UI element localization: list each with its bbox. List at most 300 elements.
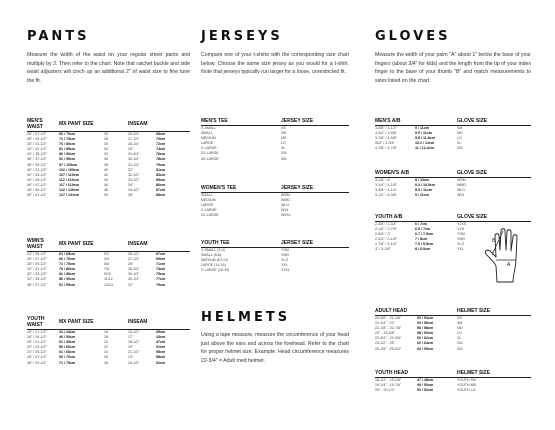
table-cell: 28" / 29-1/2" [27, 360, 47, 365]
table-cell: 34" [128, 182, 134, 187]
table-cell: 15-1/2" [128, 330, 140, 334]
table-cell: 18 [104, 335, 108, 340]
table-cell: 22 [104, 345, 108, 350]
table-cell: MEDIUM (10-12) [201, 258, 229, 263]
table-cell: 71cm [156, 262, 166, 267]
table-row [27, 361, 190, 366]
table-cell: 73cm [156, 267, 166, 272]
table-cell: 26" / 27-1/2" [27, 257, 47, 262]
table-cell: 81 / 85cm [59, 147, 76, 152]
table-cell: 30" / 31-1/2" [27, 142, 47, 147]
table-row [375, 388, 531, 393]
table-cell: YSM [281, 248, 289, 252]
table-cell: 36" / 37-1/2" [27, 282, 47, 287]
table-cell: WLG [281, 203, 290, 208]
table-cell: 2XL [457, 146, 464, 151]
table-cell: 76 / 80cm [59, 267, 76, 272]
table-cell: 58 / 60cm [417, 331, 434, 336]
table-cell: 36 [104, 157, 108, 162]
table-cell: 35" [128, 193, 134, 198]
table-cell: 2XL [457, 341, 464, 346]
table-cell: 32-1/2" [128, 172, 140, 177]
table-row [27, 283, 190, 288]
table-cell: 20" - 20-1/2" [375, 388, 395, 393]
table-cell: 49 / 50cm [417, 383, 434, 388]
table-cell: 30" / 31-1/2" [27, 267, 47, 272]
table-cell: WMD [281, 198, 290, 203]
table-cell: WSM [281, 193, 290, 197]
table-cell: 50 [104, 193, 108, 198]
table-cell: 29-1/2" [128, 272, 140, 277]
col-header-youth-waist: YOUTH WAIST [27, 316, 59, 330]
table-cell: XL [457, 336, 462, 341]
table-cell: 68cm [156, 132, 166, 136]
table-cell: 51 / 55cm [59, 340, 76, 345]
table-cell: 38 [104, 162, 108, 167]
table-cell: 16" / 17-1/2" [27, 330, 47, 334]
table-cell: 7 / 8cm [415, 237, 428, 242]
col-header-youth-ab: YOUTH A/B [375, 214, 457, 222]
table-cell: 36" / 37-1/2" [27, 157, 47, 162]
table-cell: 21-1/4" - 22" [375, 321, 395, 326]
table-cell: 32 [104, 147, 108, 152]
table-cell: 30-1/4" [128, 277, 140, 282]
table-cell: 3-3/8" / 4-1/4" [375, 188, 397, 193]
table-cell: YXS [457, 227, 465, 232]
table-cell: 9/10 [104, 272, 111, 277]
table-cell: 26-1/2" [128, 252, 140, 256]
table-cell: 6 / 7cm [415, 222, 428, 226]
table-cell: 88cm [156, 193, 166, 198]
table-cell: 91 / 95cm [59, 282, 76, 287]
table-cell: 2X-LARGE [201, 213, 219, 218]
table-cell: 51cm [156, 345, 166, 350]
table-cell: 0/2 [104, 252, 109, 256]
table-cell: 29" [128, 147, 134, 152]
table-cell: LG [457, 136, 462, 141]
table-cell: 26" / 27-1/2" [27, 132, 47, 136]
table-cell: 28-1/4" [128, 142, 140, 147]
table-cell: 9.5 / 11cm [415, 131, 432, 136]
table-cell: 32" [128, 167, 134, 172]
col-header-jersey-size: JERSEY SIZE [281, 185, 349, 193]
col-header-jersey-size: JERSEY SIZE [281, 240, 349, 248]
table-cell: X-LARGE (18-20) [201, 268, 230, 273]
jerseys-title: JERSEYS [201, 29, 283, 44]
table-cell: 20 [104, 340, 108, 345]
table-cell: 85cm [156, 177, 166, 182]
col-header-glove-size: GLOVE SIZE [457, 170, 531, 178]
table-cell: 23" [128, 355, 134, 360]
col-header-inseam: INSEAM [128, 316, 190, 330]
col-header-mx-pant-size: MX PANT SIZE [59, 316, 128, 330]
table-cell: SMALL (6-8) [201, 253, 222, 258]
table-cell: 79cm [156, 162, 166, 167]
col-header-mens-tee: MEN'S TEE [201, 118, 281, 126]
table-cell: 70cm [156, 137, 166, 142]
table-cell: 16 [104, 330, 108, 334]
table-row [375, 193, 531, 198]
table-cell: 102 / 105cm [59, 167, 80, 172]
table-cell: X-SMALL [201, 126, 217, 130]
table-cell: 76 / 80cm [59, 142, 76, 147]
table-cell: 127 / 131cm [59, 193, 80, 198]
gloves-section [375, 29, 531, 85]
table-cell: 20-5/8" - 21-1/8" [375, 316, 402, 320]
table-cell: 31-1/4" [128, 162, 140, 167]
table-row [375, 146, 531, 151]
table-cell: 8 / 8.5cm [415, 247, 431, 252]
table-cell: 28-3/4" [128, 267, 140, 272]
adult-helmet-table [375, 308, 531, 352]
table-cell: 2X-LARGE [201, 151, 219, 156]
pants-description: Measure the width of the waist on your regular street pants and multiply by 2. Then refer to the chart. Note that ratchet buckle and side waist adjusters will cinch up an additional 2" of waist size to fine tune the fit. [27, 52, 190, 84]
table-cell: 26-3/4" [128, 132, 140, 136]
table-cell: 34 [104, 152, 108, 157]
table-cell: 43cm [156, 335, 166, 340]
table-cell: 77cm [156, 277, 166, 282]
table-cell: 47cm [156, 340, 166, 345]
glove-measurement-illustration [483, 226, 529, 284]
table-cell: MEDIUM [201, 198, 216, 203]
table-cell: 20" [128, 345, 134, 350]
table-cell: SM [281, 131, 287, 136]
table-cell: 38" / 39-1/2" [27, 162, 47, 167]
table-cell: 122 / 126cm [59, 188, 80, 193]
table-cell: 46" / 47-1/2" [27, 182, 47, 187]
table-cell: 27-1/4" [128, 257, 140, 262]
table-cell: X-LARGE [201, 146, 217, 151]
table-cell: 66 / 70cm [59, 355, 76, 360]
table-cell: 2XL [281, 151, 288, 156]
table-cell: 20" / 21-1/2" [27, 340, 47, 345]
table-cell: SM [457, 126, 463, 130]
table-cell: YOUTH MD [457, 383, 477, 388]
table-cell: 28" / 29-1/2" [27, 262, 47, 267]
table-cell: 69cm [156, 257, 166, 262]
table-cell: 22" / 23-1/2" [27, 345, 47, 350]
col-header-helmet-size: HELMET SIZE [457, 308, 531, 316]
table-cell: 56 / 58cm [417, 326, 434, 331]
table-cell: 30-1/2" [128, 157, 140, 162]
table-cell: 3-7/8" / 4-5/8" [375, 136, 397, 141]
label-a: A [507, 262, 511, 268]
table-cell: 3XL [281, 156, 288, 161]
table-cell: 22-1/8" - 22-7/8" [375, 326, 402, 331]
col-header-adult-head: ADULT HEAD [375, 308, 457, 316]
table-cell: 2-1/2" / 2-7/8" [375, 227, 397, 232]
table-cell: 3-1/2" / 4-3/8" [375, 193, 397, 198]
col-header-youth-head: YOUTH HEAD [375, 370, 457, 378]
table-cell: LARGE [201, 141, 214, 146]
table-cell: XS [457, 316, 462, 320]
table-cell: 78cm [156, 157, 166, 162]
table-cell: 83cm [156, 172, 166, 177]
table-cell: 86 / 90cm [59, 152, 76, 157]
table-cell: 30 [104, 142, 108, 147]
table-cell: 67cm [156, 252, 166, 256]
table-cell: WXL [457, 193, 465, 198]
table-cell: 18-1/2" - 19-1/8" [375, 378, 402, 382]
table-cell: MEDIUM [201, 136, 216, 141]
table-cell: 3-1/4" / 4-1/8" [375, 183, 397, 188]
table-cell: 71 / 75cm [59, 262, 76, 267]
table-cell: SM [457, 321, 463, 326]
table-cell: 18" / 19-1/2" [27, 335, 47, 340]
jerseys-section [201, 29, 349, 77]
table-cell: 48 [104, 188, 108, 193]
table-cell: 117 / 119cm [59, 182, 79, 187]
table-cell: 21-1/2" [128, 350, 140, 355]
table-cell: 3XL [457, 346, 464, 351]
table-cell: 13/14 [104, 282, 113, 287]
pants-title: PANTS [27, 29, 90, 44]
table-cell: YLG [281, 258, 289, 263]
table-cell: MD [457, 326, 463, 331]
table-cell: 81cm [156, 167, 166, 172]
table-cell: LG [281, 141, 286, 146]
table-cell: WMD [457, 183, 466, 188]
table-cell: 4-1/8" / 4-7/8" [375, 146, 397, 151]
table-cell: 3-1/8" / 4" [375, 178, 391, 182]
table-cell: W2XL [281, 213, 291, 218]
table-cell: 25-1/8" - 25-3/4" [375, 346, 402, 351]
table-cell: 9.8 / 11.8cm [415, 136, 435, 141]
label-b: B [492, 238, 496, 244]
table-cell: 32" / 33-1/2" [27, 147, 47, 152]
table-cell: 107 / 110cm [59, 172, 79, 177]
table-cell: 66 / 70cm [59, 132, 76, 136]
col-header-womens-tee: WOMEN'S TEE [201, 185, 281, 193]
table-cell: 91 / 95cm [59, 157, 76, 162]
gloves-description: Measure the width of your palm "A" about 1" below the base of your fingers (about 3/4" for kids) and the length from the tip of your index finger to the base of your thumb "B" and match measurements to sizes listed on the chart. [375, 52, 531, 84]
table-cell: 8 / 10cm [415, 178, 430, 182]
table-cell: 60 / 62cm [417, 336, 434, 341]
table-cell: 32" / 33-1/2" [27, 272, 47, 277]
table-cell: 44" / 45-1/2" [27, 177, 47, 182]
table-cell: 24" / 25-1/2" [27, 252, 47, 256]
table-cell: 62cm [156, 360, 166, 365]
mens-pants-table [27, 118, 190, 198]
table-row [201, 213, 349, 218]
table-cell: XS [281, 126, 286, 130]
youth-jersey-table [201, 240, 349, 273]
table-cell: 7/8 [104, 267, 109, 272]
table-cell: 61 / 65cm [59, 350, 76, 355]
table-cell: 34-1/2" [128, 188, 140, 193]
col-header-glove-size: GLOVE SIZE [457, 214, 531, 222]
table-cell: 61 / 65cm [59, 252, 76, 256]
col-header-mens-ab: MEN'S A/B [375, 118, 457, 126]
table-row [375, 347, 531, 352]
table-cell: YSM [457, 232, 465, 237]
table-cell: 64 / 65cm [417, 346, 434, 351]
table-cell: 27-1/2" [128, 137, 140, 142]
table-cell: 3/4 [104, 257, 109, 262]
table-cell: 2-3/8" / 2-3/4" [375, 222, 397, 226]
table-cell: 29-3/4" [128, 152, 140, 157]
col-header-inseam: INSEAM [128, 238, 190, 252]
youth-helmet-table [375, 370, 531, 393]
table-cell: YMD [457, 237, 466, 242]
table-cell: 28" / 29-1/2" [27, 137, 47, 142]
table-cell: 3-3/4" / 4-5/8" [375, 131, 397, 136]
table-cell: 40 [104, 167, 108, 172]
table-row [201, 157, 349, 162]
table-cell: SMALL [201, 193, 213, 197]
table-cell: 8.5 / 11cm [415, 188, 432, 193]
table-cell: XL [281, 146, 286, 151]
table-cell: 26 [104, 355, 108, 360]
table-cell: 44 [104, 177, 108, 182]
table-cell: 28 [104, 360, 108, 365]
table-cell: 42 [104, 172, 108, 177]
col-header-mx-pant-size: MX PANT SIZE [59, 238, 128, 252]
youth-pants-table [27, 316, 190, 366]
table-cell: 86 / 90cm [59, 277, 76, 282]
table-cell: 6.7 / 7.5cm [415, 232, 434, 237]
table-cell: 34" / 35-1/2" [27, 277, 47, 282]
table-row [27, 193, 190, 198]
table-cell: 62 / 64cm [417, 341, 434, 346]
table-cell: YOUTH SM [457, 378, 476, 382]
table-cell: 66 / 70cm [59, 257, 76, 262]
table-cell: 9 / 11cm [415, 126, 429, 130]
table-cell: 42" / 43-1/2" [27, 172, 47, 177]
table-cell: Y2XL [281, 268, 290, 273]
table-cell: WLG [457, 188, 466, 193]
table-cell: 75cm [156, 272, 166, 277]
pants-section [27, 29, 190, 85]
table-cell: MD [457, 131, 463, 136]
table-cell: 54 / 56cm [417, 321, 434, 326]
table-row [201, 268, 349, 273]
table-cell: 52 / 54cm [417, 316, 434, 320]
helmets-title: HELMETS [201, 310, 291, 325]
table-cell: Y2XS [457, 222, 467, 226]
col-header-mens-waist: MEN'S WAIST [27, 118, 59, 132]
table-cell: 24 [104, 350, 108, 355]
table-cell: 39cm [156, 330, 166, 334]
table-cell: 7.5 / 8.5cm [415, 242, 434, 247]
table-cell: SMALL [201, 131, 213, 136]
table-cell: 56 / 60cm [59, 345, 76, 350]
table-cell: LARGE [201, 203, 214, 208]
table-cell: YLG [457, 242, 465, 247]
col-header-wmns-waist: WMN'S WAIST [27, 238, 59, 252]
table-cell: 34" / 35-1/2" [27, 152, 47, 157]
table-cell: 97 / 100cm [59, 162, 78, 167]
table-cell: YXL [457, 247, 464, 252]
gloves-title: GLOVES [375, 29, 451, 44]
table-cell: 11 / 12.4cm [415, 146, 434, 151]
womens-pants-table [27, 238, 190, 288]
jerseys-description: Compare one of your t-shirts with the corresponding size chart below. Choose the same size jersey as you would for a t-shirt. Note that jerseys typically run larger for a loose, unrestricted fit. [201, 52, 349, 76]
hand-outline [485, 229, 517, 282]
table-cell: WSM [457, 178, 466, 182]
col-header-helmet-size: HELMET SIZE [457, 370, 531, 378]
table-cell: 50" / 51-1/2" [27, 193, 47, 198]
table-cell: 79cm [156, 282, 166, 287]
table-cell: YMD [281, 253, 289, 258]
table-cell: 28" [128, 262, 134, 267]
helmets-section [201, 310, 349, 365]
table-cell: 46 [104, 182, 108, 187]
table-cell: 74cm [156, 147, 166, 152]
col-header-youth-tee: YOUTH TEE [201, 240, 281, 248]
table-cell: 8.3 / 10.5cm [415, 183, 436, 188]
table-cell: YOUTH LG [457, 388, 476, 393]
table-cell: 10.2 / 12cm [415, 141, 435, 146]
col-header-glove-size: GLOVE SIZE [457, 118, 531, 126]
table-cell: XL [457, 141, 462, 146]
table-cell: 40" / 41-1/2" [27, 167, 47, 172]
table-cell: 112 / 116cm [59, 177, 79, 182]
table-cell: X-LARGE [201, 208, 217, 213]
table-cell: 11/12 [104, 277, 113, 282]
table-cell: 46 / 50cm [59, 335, 76, 340]
table-cell: YXL [281, 263, 288, 268]
table-cell: 004" / 4-3/4" [375, 141, 395, 146]
table-cell: 9 / 11cm [415, 193, 429, 198]
table-cell: 48" / 49-1/2" [27, 188, 47, 193]
table-cell: LG [457, 331, 462, 336]
table-cell: 23-3/4" - 24-3/8" [375, 336, 402, 341]
table-cell: 18-1/2" [128, 340, 140, 345]
col-header-mx-pant-size: MX PANT SIZE [59, 118, 128, 132]
womens-jersey-table [201, 185, 349, 218]
table-cell: 58cm [156, 355, 166, 360]
table-cell: 2-5/8" / 3" [375, 232, 391, 237]
table-cell: 2-7/8" / 3-1/4" [375, 242, 397, 247]
table-cell: 71 / 75cm [59, 360, 76, 365]
table-cell: 23" - 23-5/8" [375, 331, 395, 336]
table-cell: 41 / 44cm [59, 330, 76, 334]
womens-glove-table [375, 170, 531, 198]
table-cell: 24" / 25-1/2" [27, 350, 47, 355]
table-cell: 2-3/4" / 3-1/8" [375, 237, 397, 242]
table-cell: 28 [104, 137, 108, 142]
table-cell: 71 / 75cm [59, 137, 76, 142]
table-cell: 76cm [156, 152, 166, 157]
table-cell: MD [281, 136, 287, 141]
table-cell: 86cm [156, 182, 166, 187]
table-cell: 19-1/4" - 19-7/8" [375, 383, 402, 388]
table-cell: 72cm [156, 142, 166, 147]
table-cell: X-SMALL (3-4) [201, 248, 225, 252]
table-cell: 87cm [156, 188, 166, 193]
table-cell: 26" / 27-1/2" [27, 355, 47, 360]
table-cell: WXL [281, 208, 289, 213]
table-cell: 33-1/2" [128, 177, 140, 182]
table-cell: 3-5/8" / 4-1/2" [375, 126, 397, 130]
table-cell: 3" / 3-3/8" [375, 247, 391, 252]
table-cell: 3X-LARGE [201, 156, 219, 161]
table-cell: 17" [128, 335, 134, 340]
col-header-inseam: INSEAM [128, 118, 190, 132]
table-cell: 6.5 / 7cm [415, 227, 431, 232]
col-header-jersey-size: JERSEY SIZE [281, 118, 349, 126]
col-header-womens-ab: WOMEN'S A/B [375, 170, 457, 178]
table-cell: 24-1/2" - 25" [375, 341, 395, 346]
mens-glove-table [375, 118, 531, 151]
mens-jersey-table [201, 118, 349, 162]
table-cell: 51 / 52cm [417, 388, 434, 393]
helmets-description: Using a tape measure, measure the circumference of your head just above the ears and across the forehead. Refer to the chart for proper helmet size. Example: Head circumference measures 22-3/4" = Adult med helmet. [201, 332, 349, 364]
table-cell: 47 / 48cm [417, 378, 434, 382]
table-cell: 26 [104, 132, 108, 136]
table-cell: 81 / 85cm [59, 272, 76, 277]
